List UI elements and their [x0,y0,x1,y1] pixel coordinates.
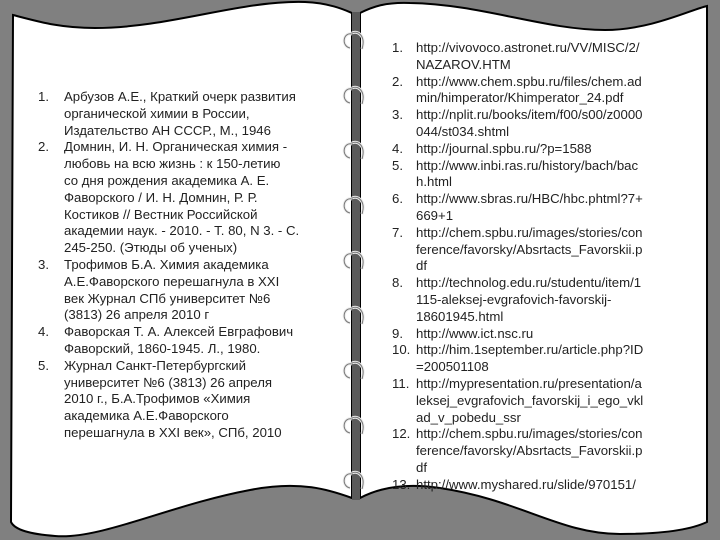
reference-text-line: http://mypresentation.ru/presentation/a [416,375,642,391]
reference-item [392,275,692,325]
reference-number: 2. [392,73,403,89]
reference-text-line: ference/favorsky/Absrtacts_Favorskii.p [416,443,643,459]
reference-text-line: http://www.inbi.ras.ru/history/bach/bac [416,157,639,173]
reference-text-line: http://chem.spbu.ru/images/stories/con [416,224,643,240]
reference-text-line: Журнал Санкт-Петербургский [64,357,247,373]
reference-text-line: Арбузов А.Е., Краткий очерк развития [64,89,296,104]
reference-item [392,225,692,275]
reference-number: 10. [392,342,411,358]
reference-item [392,477,692,494]
reference-item [38,257,328,324]
reference-item [392,426,692,476]
reference-item [392,191,692,225]
reference-number: 5. [392,157,403,173]
reference-text-line: Трофимов Б.А. Химия академика [64,256,269,272]
reference-text-line: http://nplit.ru/books/item/f00/s00/z0000 [416,107,643,123]
reference-number: 13. [392,476,411,492]
reference-item [392,40,692,74]
reference-text-line: любовь на всю жизнь : к 150-летию [64,156,281,172]
reference-number: 3. [392,107,403,123]
reference-text-line: http://technolog.edu.ru/studentu/item/1 [416,275,642,291]
reference-text-line: http://www.ict.nsc.ru [416,325,534,341]
reference-item [392,107,692,141]
reference-item [392,342,692,376]
reference-text-line: А.Е.Фаворского перешагнула в XXI [64,273,280,289]
bibliography-list [38,89,328,442]
reference-text-line: университет №6 (3813) 26 апреля [64,374,273,390]
reference-text-line: Издательство АН СССР., М., 1946 [64,122,271,138]
reference-number: 5. [38,357,49,373]
reference-number: 11. [392,375,410,391]
reference-text-line: Фаворского / И. Н. Домнин, Р. Р. [64,189,258,205]
reference-text-line: df [416,459,427,475]
reference-text-line: h.html [416,174,452,190]
reference-text-line: Фаворская Т. А. Алексей Евграфович [64,324,294,340]
reference-text-line: 669+1 [416,207,454,223]
reference-text-line: 245-250. (Этюды об ученых) [64,240,238,256]
reference-text-line: перешагнула в XXI век», СПб, 2010 [64,424,282,440]
reference-text-line: академика А.Е.Фаворского [64,408,229,424]
reference-item [38,139,328,257]
reference-text-line: ad_v_pobedu_ssr [416,409,521,425]
reference-number: 1. [392,40,403,55]
reference-number: 12. [392,426,411,442]
reference-text-line: min/himperator/Khimperator_24.pdf [416,90,624,106]
reference-number: 7. [392,224,403,240]
reference-number: 1. [38,89,49,104]
reference-text-line: NAZAROV.HTM [416,56,511,72]
reference-number: 2. [38,139,49,155]
internet-sources-list [392,40,692,494]
reference-number: 8. [392,275,403,291]
reference-text-line: ference/favorsky/Absrtacts_Favorskii.p [416,241,643,257]
reference-text-line: =200501108 [416,359,489,375]
reference-text-line: 2010 г., Б.А.Трофимов «Химия [64,391,251,407]
reference-text-line: со дня рождения академика А. Е. [64,172,270,188]
reference-item [38,89,328,139]
reference-text-line: Домнин, И. Н. Органическая химия - [64,139,288,155]
reference-number: 4. [38,324,49,340]
reference-text-line: Фаворский, 1860-1945. Л., 1980. [64,340,261,356]
reference-text-line: leksej_evgrafovich_favorskij_i_ego_vkl [416,392,644,408]
reference-text-line: (3813) 26 апреля 2010 г [64,307,210,323]
reference-text-line: http://chem.spbu.ru/images/stories/con [416,426,643,442]
reference-text-line: df [416,258,427,274]
reference-text-line: академии наук. - 2010. - Т. 80, N 3. - С. [64,223,300,239]
reference-item [392,158,692,192]
reference-item [38,358,328,442]
reference-item [392,74,692,108]
reference-text-line: Костиков // Вестник Российской [64,206,258,222]
reference-text-line: 115-aleksej-evgrafovich-favorskij- [416,291,612,307]
reference-number: 9. [392,325,403,341]
spine [352,12,360,500]
reference-item [38,324,328,358]
reference-text-line: http://www.sbras.ru/HBC/hbc.phtml?7+ [416,191,643,207]
reference-item [392,141,692,158]
reference-text-line: http://vivovoco.astronet.ru/VV/MISC/2/ [416,40,640,55]
reference-text-line: 044/st034.shtml [416,123,510,139]
reference-item [392,376,692,426]
reference-text-line: http://www.chem.spbu.ru/files/chem.ad [416,73,642,89]
reference-text-line: http://him.1september.ru/article.php?ID [416,342,644,358]
reference-text-line: век Журнал СПб университет №6 [64,290,271,306]
reference-text-line: органической химии в России, [64,105,250,121]
reference-item [392,326,692,343]
reference-text-line: http://journal.spbu.ru/?p=1588 [416,140,592,156]
reference-number: 3. [38,256,49,272]
reference-number: 6. [392,191,403,207]
reference-text-line: 18601945.html [416,308,504,324]
reference-number: 4. [392,140,403,156]
reference-text-line: http://www.myshared.ru/slide/970151/ [416,476,636,492]
